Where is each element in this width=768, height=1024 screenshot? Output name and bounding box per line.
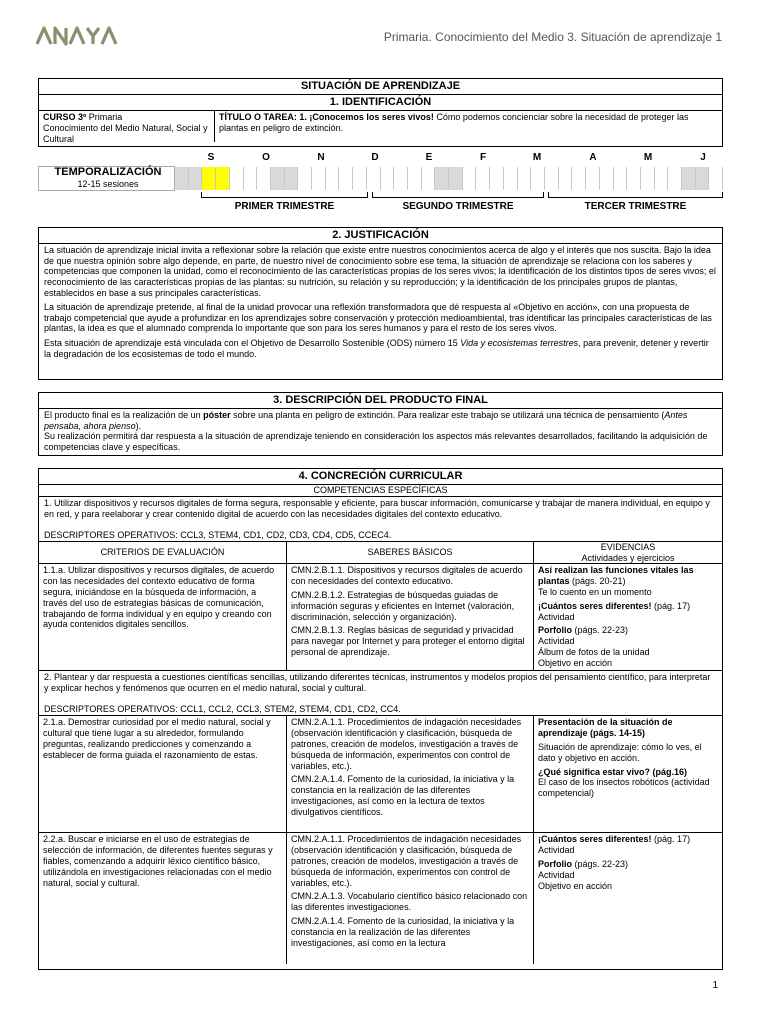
week-cell <box>586 167 600 190</box>
week-cell <box>422 167 436 190</box>
saber-a11: CMN.2.A.1.1. Procedimientos de indagación necesidades (observación identificación y clasificación, búsqueda de patrones, creación de modelos, investigación a través de búsqueda de información, experimentos con control de variables, etc.). <box>291 717 522 771</box>
evidencia-title: Porfolio <box>538 625 572 636</box>
competencia-2-text: 2. Plantear y dar respuesta a cuestiones científicas sencillas, utilizando diferentes técnicas, instrumentos y modelos propios del pensamiento científico, para interpretar y explicar hechos y fenómenos que ocurren en el medio natural, social y cultural. <box>44 672 711 694</box>
trimester-2 <box>372 192 544 210</box>
descriptores-2: DESCRIPTORES OPERATIVOS: CCL1, CCL2, CCL3, STEM2, STEM4, CD1, CD2, CC4. <box>44 703 401 714</box>
week-cell <box>518 167 532 190</box>
saber-a11: CMN.2.A.1.1. Procedimientos de indagación necesidades (observación identificación y clasificación, búsqueda de patrones, creación de modelos, investigación a través de búsqueda de información, experimentos con control de variables, etc.). <box>291 834 522 888</box>
justificacion-p2: La situación de aprendizaje pretende, al final de la unidad provocar una reflexión transformadora que dé respuesta al «Objetivo en acción», con una propuesta de trabajo competencial que ayude a profundizar en los aprendizajes sobre conservación y protección medioambiental, tras identificar las principales características de las plantas, la idea es que el alumnado comprenda lo importante que son para los seres humanos y para el resto de los seres vivos. <box>44 302 712 334</box>
evidencia-item <box>538 834 718 856</box>
week-cell <box>668 167 682 190</box>
week-cell <box>490 167 504 190</box>
week-cell <box>189 167 203 190</box>
week-cell <box>367 167 381 190</box>
week-cell <box>600 167 614 190</box>
curso-value: Primaria <box>86 112 123 123</box>
col-evidencias <box>534 542 722 563</box>
week-cell <box>326 167 340 190</box>
evidencia-title: ¿Qué significa estar vivo? <box>538 766 651 777</box>
evidencias-1-1a <box>534 564 722 670</box>
month-d: D <box>371 152 379 163</box>
evidencia-detail: Situación de aprendizaje: cómo lo ves, el dato y objetivo en acción. <box>538 741 702 763</box>
justificacion-section <box>38 227 723 380</box>
table-row <box>39 563 722 670</box>
temporalizacion <box>38 152 723 216</box>
evidencia-detail: Álbum de fotos de la unidad <box>538 646 650 657</box>
week-cell <box>230 167 244 190</box>
saberes-2-2a <box>287 833 534 964</box>
week-cell <box>435 167 449 190</box>
producto-line-2: Su realización permitirá dar respuesta a la situación de aprendizaje teniendo en consideración los aspectos más relevantes desarrollados, facilitando la adquisición de competencias clave y específicas. <box>44 431 708 453</box>
week-cell <box>545 167 559 190</box>
col-saberes: SABERES BÁSICOS <box>287 542 534 563</box>
justificacion-text <box>39 243 722 360</box>
temporalizacion-title: TEMPORALIZACIÓN <box>54 166 162 178</box>
criterio-2-2a: 2.2.a. Buscar e iniciarse en el uso de estrategias de selección de información, de diferentes fuentes seguras y fiables, comenzando a adquirir léxico científico básico, utilizándola en investigaciones relacionadas con el medio natural, social y cultural. <box>39 833 287 964</box>
evidencia-pages: (págs. 22-23) <box>572 625 629 636</box>
week-cell <box>312 167 326 190</box>
week-cell <box>202 167 216 190</box>
col-evidencias-sub: Actividades y ejercicios <box>581 552 675 563</box>
evidencia-item <box>538 767 718 799</box>
temporalizacion-label <box>38 166 178 190</box>
month-n: N <box>317 152 325 163</box>
justificacion-p1: La situación de aprendizaje inicial invita a reflexionar sobre la relación que existe entre nuestros conocimientos acerca de algo y el interés que nos suscita. Bajo la idea de que nuestra opinión sobre algo depende, en parte, de nuestro nivel de conocimiento sobre ese tema, la situación de aprendizaje se relaciona con los saberes y competencias que componen la unidad, como el reconocimiento de las características propias de los seres vivos; la identificación de los distintos tipos de seres vivos; el reconocimiento de las características propias de las plantas: su nutrición, su relación y su reproducción; y la identificación de los principales grupos de plantas, establecidos en base a sus principales características. <box>44 245 716 298</box>
week-cell <box>449 167 463 190</box>
evidencia-pages: (pág. 17) <box>651 834 691 845</box>
week-cell <box>696 167 710 190</box>
saber-a14: CMN.2.A.1.4. Fomento de la curiosidad, la iniciativa y la constancia en la realización de las diferentes investigaciones, así como en la lectura <box>291 915 515 948</box>
evidencia-title: Así realizan las funciones vitales las plantas <box>538 565 694 587</box>
document-title: Primaria. Conocimiento del Medio 3. Situación de aprendizaje 1 <box>383 30 722 44</box>
producto-l1-a: El producto final es la realización de un <box>44 410 204 421</box>
titulo-cell <box>215 111 722 142</box>
producto-final-title: 3. DESCRIPCIÓN DEL PRODUCTO FINAL <box>273 394 488 406</box>
ods-name: Vida y ecosistemas terrestres <box>460 338 579 349</box>
evidencia-item <box>538 625 718 668</box>
concrecion-curricular-section <box>38 468 723 970</box>
month-row <box>201 152 733 164</box>
month-o: O <box>262 152 270 163</box>
week-cell <box>682 167 696 190</box>
week-cell <box>175 167 189 190</box>
curso-cell <box>39 111 215 142</box>
month-a: A <box>589 152 597 163</box>
producto-final-section <box>38 392 723 456</box>
week-cell <box>655 167 669 190</box>
evidencia-detail: El caso de los insectos robóticos (actividad competencial) <box>538 777 710 799</box>
saber-b13: CMN.2.B.1.3. Reglas básicas de seguridad y privacidad para navegar por Internet y para proteger el entorno digital personal de aprendizaje. <box>291 625 525 657</box>
week-cell <box>394 167 408 190</box>
week-cell <box>531 167 545 190</box>
week-cell <box>381 167 395 190</box>
table-row <box>39 832 722 964</box>
week-cell <box>709 167 723 190</box>
evidencia-pages: (pág.16) <box>650 766 688 777</box>
saber-b11: CMN.2.B.1.1. Dispositivos y recursos digitales de acuerdo con necesidades del contexto educativo. <box>291 565 523 587</box>
justificacion-p3-b: , para prevenir, detener y revertir la degradación de los ecosistemas de todo el mundo. <box>44 338 709 359</box>
evidencia-item <box>538 717 718 739</box>
situacion-title: SITUACIÓN DE APRENDIZAJE <box>300 80 461 92</box>
evidencia-pages: (págs. 14-15) <box>587 728 646 739</box>
evidencia-item <box>538 601 718 623</box>
criterio-1-1a: 1.1.a. Utilizar dispositivos y recursos digitales, de acuerdo con las necesidades del contexto educativo de forma segura, iniciándose en la búsqueda de información, a través del uso de estrategias básicas de comunicación, trabajando de forma individual y en equipo y creando con ayuda contenidos digitales sencillos. <box>39 564 287 670</box>
criterio-2-1a: 2.1.a. Demostrar curiosidad por el medio natural, social y cultural que tiene lugar a su alrededor, formulando preguntas, realizando predicciones y comenzando a establecer de forma guiada el razonamiento de estas. <box>39 716 287 832</box>
titulo-rest: Cómo podemos concienciar sobre la necesidad de proteger las plantas en peligro de extinción. <box>219 112 689 134</box>
month-e: E <box>425 152 433 163</box>
week-cells <box>175 167 723 190</box>
evidencia-pages: (págs. 20-21) <box>569 576 626 587</box>
week-cell <box>244 167 258 190</box>
evidencia-title: ¡Cuántos seres diferentes! <box>538 600 652 611</box>
evidencia-title: Presentación de la situación de aprendizaje <box>538 717 673 739</box>
evidencia-pages: (págs. 22-23) <box>572 858 629 869</box>
table-row <box>39 715 722 832</box>
producto-l1-c: ). <box>135 420 142 431</box>
anaya-logo <box>36 26 118 46</box>
evidencias-2-2a <box>534 833 722 964</box>
col-criterios: CRITERIOS DE EVALUACIÓN <box>39 542 287 563</box>
week-cell <box>463 167 477 190</box>
descriptores-1: DESCRIPTORES OPERATIVOS: CCL3, STEM4, CD1, CD2, CD3, CD4, CD5, CCEC4. <box>44 529 392 540</box>
identificacion-section <box>38 78 723 147</box>
evidencia-detail: Actividad <box>538 636 575 647</box>
month-s: S <box>207 152 215 163</box>
evidencias-2-1a <box>534 716 722 832</box>
producto-final-text <box>39 408 722 453</box>
identificacion-title: 1. IDENTIFICACIÓN <box>39 94 722 110</box>
evidencia-pages: (pág. 17) <box>651 600 691 611</box>
producto-l1-b: sobre una planta en peligro de extinción. Para realizar este trabajo se utilizará una técnica de pensamiento ( <box>230 410 665 421</box>
month-f: F <box>479 152 487 163</box>
saberes-2-1a <box>287 716 534 832</box>
week-cell <box>257 167 271 190</box>
producto-tecnica: Antes pensaba, ahora pienso <box>44 410 688 431</box>
week-cell <box>271 167 285 190</box>
evidencia-detail: Actividad <box>538 611 575 622</box>
evidencia-detail: Actividad <box>538 869 575 880</box>
competencias-subtitle: COMPETENCIAS ESPECÍFICAS <box>39 484 722 496</box>
competencia-1-text: 1. Utilizar dispositivos y recursos digitales de forma segura, responsable y eficiente, para buscar información, comunicarse y trabajar de manera individual, en equipo y en red, y para reelaborar y crear contenido digital de acuerdo con las necesidades digitales del contexto educativo. <box>44 497 710 519</box>
week-cell <box>408 167 422 190</box>
saber-b12: CMN.2.B.1.2. Estrategias de búsquedas guiadas de información seguras y eficientes en Internet (valoración, discriminación, selección y organización). <box>291 589 515 622</box>
week-cell <box>627 167 641 190</box>
evidencia-item <box>538 565 718 597</box>
month-j: J <box>700 152 706 163</box>
evidencia-item <box>538 859 718 891</box>
trimester-1-label: PRIMER TRIMESTRE <box>234 201 335 212</box>
curso-label: CURSO 3º <box>43 112 87 123</box>
producto-line-1 <box>44 410 717 431</box>
trimester-1 <box>201 192 368 210</box>
evidencia-title: Porfolio <box>538 858 572 869</box>
evidencia-detail: Actividad <box>538 845 575 856</box>
evidencia-detail: Objetivo en acción <box>538 657 613 668</box>
subject-name: Conocimiento del Medio Natural, Social y Cultural <box>43 123 208 144</box>
saber-a13: CMN.2.A.1.3. Vocabulario científico básico relacionado con las diferentes investigaciones. <box>291 891 528 913</box>
justificacion-p3 <box>44 338 717 359</box>
week-cell <box>641 167 655 190</box>
week-cell <box>559 167 573 190</box>
saber-a14: CMN.2.A.1.4. Fomento de la curiosidad, la iniciativa y la constancia en la realización de las diferentes investigaciones, así como en la lectura de textos divulgativos científicos. <box>291 774 515 817</box>
week-cell <box>298 167 312 190</box>
evidencia-detail: Objetivo en acción <box>538 880 613 891</box>
col-evidencias-title: EVIDENCIAS <box>600 542 656 553</box>
week-cell <box>353 167 367 190</box>
competencia-1 <box>39 496 722 541</box>
month-m: M <box>532 152 542 163</box>
concrecion-title: 4. CONCRECIÓN CURRICULAR <box>298 470 463 482</box>
week-cell <box>614 167 628 190</box>
competencia-2 <box>39 670 722 715</box>
producto-poster: póster <box>203 410 231 421</box>
page-number: 1 <box>712 980 718 991</box>
week-cell <box>476 167 490 190</box>
titulo-bold: 1. ¡Conocemos los seres vivos! <box>299 112 434 123</box>
evidencia-title: ¡Cuántos seres diferentes! <box>538 834 652 845</box>
week-cell <box>285 167 299 190</box>
week-cell <box>504 167 518 190</box>
trimester-2-label: SEGUNDO TRIMESTRE <box>402 201 514 212</box>
justificacion-title: 2. JUSTIFICACIÓN <box>332 229 429 241</box>
week-cell <box>216 167 230 190</box>
month-m2: M <box>643 152 653 163</box>
evidencia-detail: Te lo cuento en un momento <box>538 586 652 597</box>
saberes-1-1a <box>287 564 534 670</box>
justificacion-p3-a: Esta situación de aprendizaje está vinculada con el Objetivo de Desarrollo Sostenible (ODS) número 15 <box>44 338 461 349</box>
table-header <box>39 541 722 563</box>
sessions-count: 12-15 sesiones <box>77 179 139 190</box>
week-cell <box>572 167 586 190</box>
trimester-3-label: TERCER TRIMESTRE <box>584 201 687 212</box>
week-cell <box>339 167 353 190</box>
titulo-label: TÍTULO O TAREA: <box>219 112 300 123</box>
trimester-3 <box>548 192 723 210</box>
